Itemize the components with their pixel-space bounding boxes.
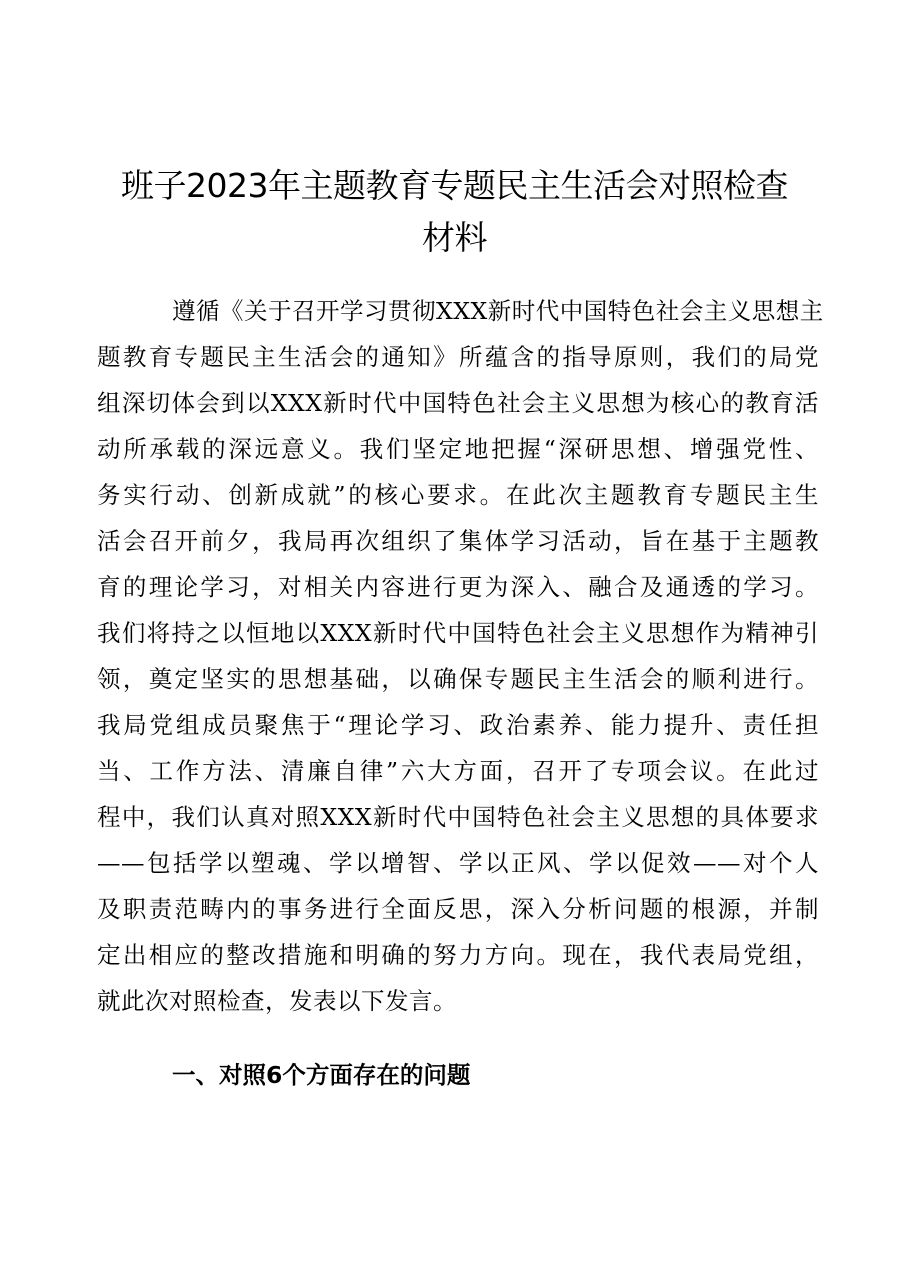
document-title <box>40 160 869 264</box>
paragraph-line: 就此次对照检查，发表以下发言。 <box>97 987 457 1015</box>
paragraph-line: 务实行动、创新成就”的核心要求。在此次主题教育专题民主生 <box>97 481 819 509</box>
paragraph-line: 当、工作方法、清廉自律”六大方面，召开了专项会议。在此过 <box>97 757 819 785</box>
paragraph-line: 领，奠定坚实的思想基础，以确保专题民主生活会的顺利进行。 <box>97 665 819 693</box>
paragraph-line: 活会召开前夕，我局再次组织了集体学习活动，旨在基于主题教 <box>97 527 819 555</box>
paragraph-line: 组深切体会到以XXX新时代中国特色社会主义思想为核心的教育活 <box>97 389 819 417</box>
section-heading: 一、对照6个方面存在的问题 <box>172 1061 471 1089</box>
paragraph-line: ——包括学以塑魂、学以增智、学以正风、学以促效——对个人 <box>97 849 819 877</box>
paragraph-line: 题教育专题民主生活会的通知》所蕴含的指导原则，我们的局党 <box>97 343 819 371</box>
paragraph-line: 动所承载的深远意义。我们坚定地把握“深研思想、增强党性、 <box>97 435 819 463</box>
paragraph-line: 育的理论学习，对相关内容进行更为深入、融合及通透的学习。 <box>97 573 819 601</box>
body-paragraph <box>97 288 824 1024</box>
paragraph-line: 程中，我们认真对照XXX新时代中国特色社会主义思想的具体要求 <box>97 803 819 831</box>
title-line-2: 材料 <box>422 218 487 257</box>
paragraph-line: 遵循《关于召开学习贯彻XXX新时代中国特色社会主义思想主 <box>172 297 824 325</box>
paragraph-line: 我们将持之以恒地以XXX新时代中国特色社会主义思想作为精神引 <box>97 619 819 647</box>
title-line-1: 班子2023年主题教育专题民主生活会对照检查 <box>121 166 788 205</box>
paragraph-line: 定出相应的整改措施和明确的努力方向。现在，我代表局党组， <box>97 941 819 969</box>
paragraph-line: 及职责范畴内的事务进行全面反思，深入分析问题的根源，并制 <box>97 895 819 923</box>
paragraph-line: 我局党组成员聚焦于“理论学习、政治素养、能力提升、责任担 <box>97 711 819 739</box>
